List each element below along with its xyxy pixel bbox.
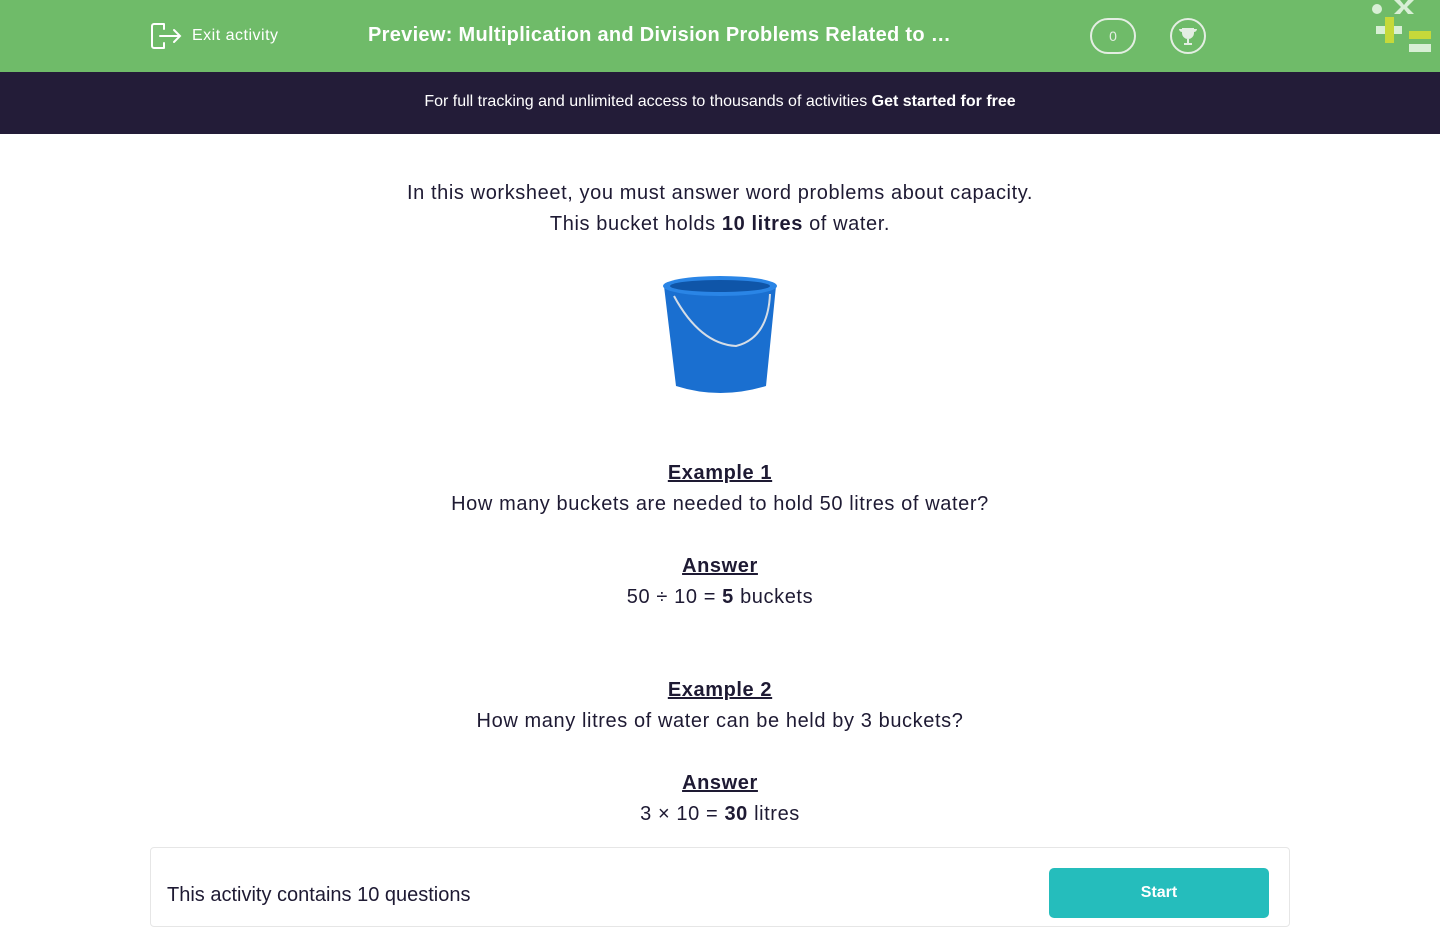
get-started-link[interactable]: Get started for free bbox=[871, 93, 1016, 110]
exit-label: Exit activity bbox=[192, 27, 279, 44]
text: This bucket holds bbox=[549, 213, 722, 235]
exit-icon bbox=[150, 22, 182, 50]
worksheet-intro bbox=[0, 178, 1440, 830]
score-badge: 0 bbox=[1090, 18, 1136, 54]
top-bar bbox=[0, 0, 1440, 72]
text: 3 × 10 = bbox=[640, 803, 725, 825]
exit-activity-button[interactable] bbox=[150, 22, 279, 50]
logo-icon bbox=[1368, 0, 1440, 56]
bucket-image bbox=[660, 274, 780, 400]
question-count: This activity contains 10 questions bbox=[167, 884, 471, 906]
bold-text: 10 litres bbox=[721, 213, 803, 235]
signup-banner bbox=[0, 72, 1440, 134]
trophy-button[interactable] bbox=[1170, 18, 1206, 54]
intro-line-2 bbox=[0, 209, 1440, 240]
example-2-answer-heading: Answer bbox=[682, 772, 758, 794]
start-button[interactable]: Start bbox=[1049, 868, 1269, 918]
example-1-answer bbox=[0, 582, 1440, 613]
text: of water. bbox=[802, 213, 891, 235]
text: buckets bbox=[733, 586, 814, 608]
text: 50 ÷ 10 = bbox=[626, 586, 723, 608]
bold-text: 5 bbox=[722, 586, 734, 608]
example-1-question: How many buckets are needed to hold 50 litres of water? bbox=[451, 493, 989, 515]
banner-text: For full tracking and unlimited access to thousands of activities bbox=[424, 93, 872, 110]
text: litres bbox=[747, 803, 800, 825]
page-title: Preview: Multiplication and Division Problems Related to … bbox=[368, 24, 952, 46]
bold-text: 30 bbox=[724, 803, 748, 825]
intro-line-1: In this worksheet, you must answer word problems about capacity. bbox=[406, 182, 1034, 204]
example-2-answer bbox=[0, 799, 1440, 830]
example-1-heading: Example 1 bbox=[667, 462, 773, 484]
example-2-heading: Example 2 bbox=[667, 679, 773, 701]
trophy-icon bbox=[1177, 25, 1199, 47]
example-1-answer-heading: Answer bbox=[682, 555, 758, 577]
example-2-question: How many litres of water can be held by 3 buckets? bbox=[476, 710, 964, 732]
activity-card bbox=[150, 847, 1290, 927]
